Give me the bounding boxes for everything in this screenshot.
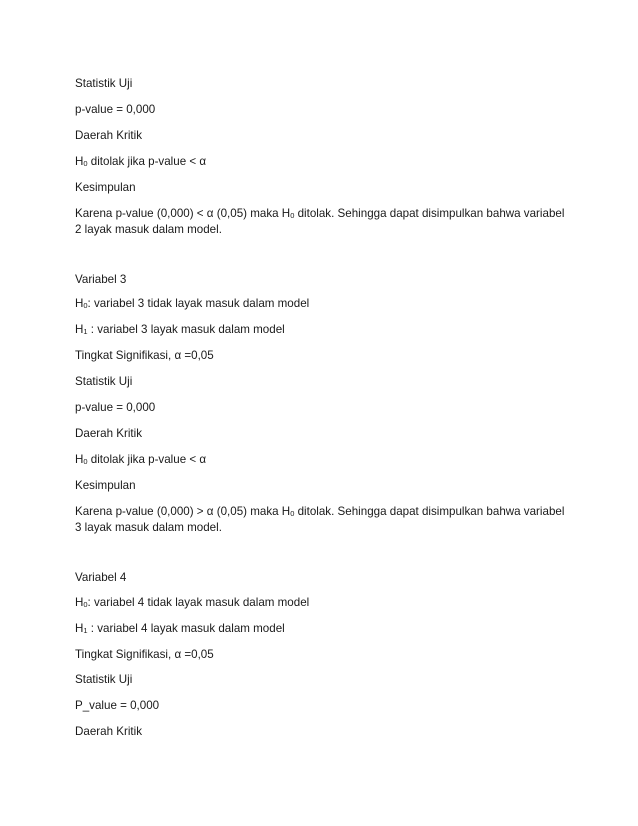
h-subscript: 1 bbox=[83, 327, 88, 336]
critical-region-label: Daerah Kritik bbox=[75, 129, 143, 142]
stat-test-label: Statistik Uji bbox=[75, 673, 133, 686]
rejection-rule-text: ditolak jika p-value < α bbox=[87, 453, 207, 466]
p-value-line: P_value = 0,000 bbox=[75, 699, 160, 712]
h-symbol: H bbox=[75, 453, 84, 466]
h-symbol: H bbox=[75, 155, 84, 168]
alt-hypothesis-text: : variabel 3 layak masuk dalam model bbox=[87, 323, 285, 336]
significance-level: Tingkat Signifikasi, α =0,05 bbox=[75, 349, 214, 362]
h-subscript: 0 bbox=[83, 159, 88, 168]
conclusion-paragraph bbox=[75, 504, 565, 536]
rejection-rule bbox=[75, 453, 206, 467]
h-subscript: 1 bbox=[83, 626, 88, 635]
conclusion-text-start: Karena p-value (0,000) > α (0,05) maka H bbox=[75, 505, 291, 518]
h-subscript: 0 bbox=[290, 509, 295, 518]
critical-region-label: Daerah Kritik bbox=[75, 427, 143, 440]
conclusion-label: Kesimpulan bbox=[75, 479, 136, 492]
conclusion-paragraph bbox=[75, 206, 565, 238]
null-hypothesis-text: : variabel 4 tidak layak masuk dalam model bbox=[87, 596, 310, 609]
alt-hypothesis-text: : variabel 4 layak masuk dalam model bbox=[87, 622, 285, 635]
h-symbol: H bbox=[75, 297, 84, 310]
p-value-line: p-value = 0,000 bbox=[75, 103, 156, 116]
rejection-rule bbox=[75, 155, 206, 169]
conclusion-text-end: ditolak. Sehingga dapat disimpulkan bahwa variabel 3 layak masuk dalam model. bbox=[75, 505, 565, 534]
rejection-rule-text: ditolak jika p-value < α bbox=[87, 155, 207, 168]
stat-test-label: Statistik Uji bbox=[75, 375, 133, 388]
section-title-variabel-4: Variabel 4 bbox=[75, 571, 127, 584]
alt-hypothesis bbox=[75, 622, 285, 636]
critical-region-label: Daerah Kritik bbox=[75, 725, 143, 738]
p-value-line: p-value = 0,000 bbox=[75, 401, 156, 414]
null-hypothesis-text: : variabel 3 tidak layak masuk dalam model bbox=[87, 297, 310, 310]
significance-level: Tingkat Signifikasi, α =0,05 bbox=[75, 648, 214, 661]
section-title-variabel-3: Variabel 3 bbox=[75, 273, 127, 286]
h-subscript: 0 bbox=[83, 457, 88, 466]
h-symbol: H bbox=[75, 622, 84, 635]
null-hypothesis bbox=[75, 297, 309, 311]
h-subscript: 0 bbox=[83, 600, 88, 609]
conclusion-text-end: ditolak. Sehingga dapat disimpulkan bahwa variabel 2 layak masuk dalam model. bbox=[75, 207, 565, 236]
h-symbol: H bbox=[75, 323, 84, 336]
conclusion-text-start: Karena p-value (0,000) < α (0,05) maka H bbox=[75, 207, 291, 220]
null-hypothesis bbox=[75, 596, 309, 610]
stat-test-label: Statistik Uji bbox=[75, 77, 133, 90]
conclusion-label: Kesimpulan bbox=[75, 181, 136, 194]
alt-hypothesis bbox=[75, 323, 285, 337]
h-subscript: 0 bbox=[83, 301, 88, 310]
h-symbol: H bbox=[75, 596, 84, 609]
h-subscript: 0 bbox=[290, 211, 295, 220]
